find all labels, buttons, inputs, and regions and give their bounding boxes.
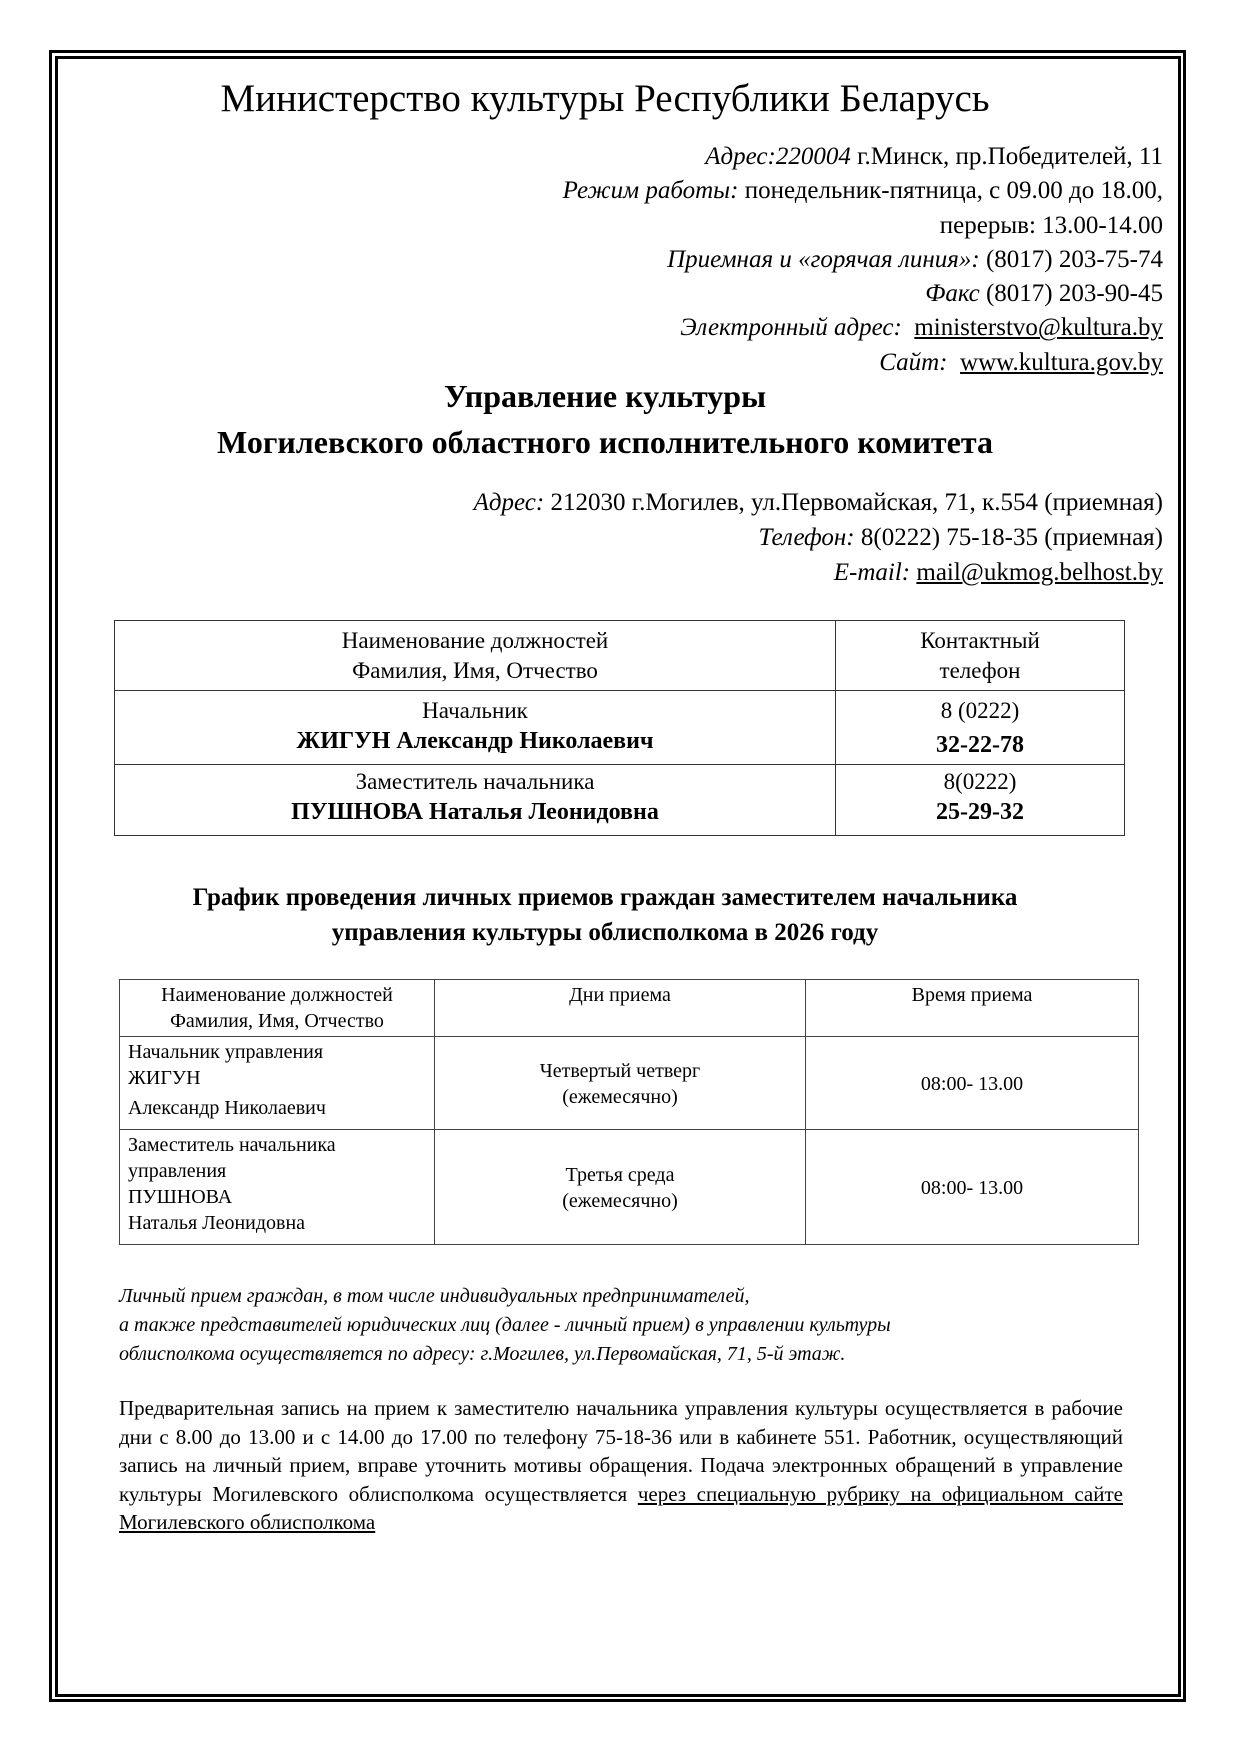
schedule-table-header [120,980,1139,1037]
table-row [120,1130,1139,1245]
schedule-header-days: Дни приема [435,980,806,1037]
ministry-address-value: г.Минск, пр.Победителей, 11 [850,143,1163,170]
schedule-header-name [120,980,435,1037]
schedule-person-line: Заместитель начальника [128,1134,336,1156]
schedule-title-line1: График проведения личных приемов граждан заместителем начальника [192,884,1018,911]
schedule-days-cell [435,1037,806,1130]
department-phone-value: 8(0222) 75-18-35 (приемная) [854,524,1163,551]
ministry-address-label: Адрес:220004 [705,143,851,170]
contacts-header-name-line1: Наименование должностей [341,628,609,653]
ministry-break: перерыв: 13.00-14.00 [939,211,1163,239]
reception-note-line: облисполкома осуществляется по адресу: г.Могилев, ул.Первомайская, 71, 5-й этаж. [119,1343,846,1365]
schedule-header-time: Время приема [806,980,1139,1037]
department-address-value: 212030 г.Могилев, ул.Первомайская, 71, к.554 (приемная) [544,489,1163,516]
contact-person-cell [115,691,836,765]
department-address [474,485,1163,520]
schedule-day: Третья среда [565,1164,675,1186]
department-email [474,555,1163,590]
department-phone [474,520,1163,555]
department-title [0,373,1210,465]
ministry-site-label: Сайт: [879,348,948,376]
contacts-header-phone-line2: телефон [939,658,1021,683]
schedule-person-line: ПУШНОВА [128,1186,233,1208]
ministry-hours-label: Режим работы: [562,177,739,205]
table-row [120,1037,1139,1130]
contacts-header-phone-line1: Контактный [920,628,1040,653]
schedule-day: Четвертый четверг [539,1060,701,1082]
schedule-day-frequency: (ежемесячно) [562,1190,678,1212]
department-email-link[interactable]: mail@ukmog.belhost.by [916,559,1163,586]
reception-note-line: Личный прием граждан, в том числе индивидуальных предпринимателей, [119,1285,750,1307]
ministry-email-link[interactable]: ministerstvo@kultura.by [914,314,1163,342]
ministry-hotline [563,243,1163,277]
schedule-day-frequency: (ежемесячно) [562,1086,678,1108]
schedule-person-cell [120,1130,435,1245]
ministry-site-link[interactable]: www.kultura.gov.by [960,348,1163,376]
ministry-email-label: Электронный адрес: [680,314,902,342]
ministry-hours [563,174,1163,208]
schedule-person-line: Наталья Леонидовна [128,1212,306,1234]
ministry-fax [563,277,1163,311]
ministry-email [563,311,1163,345]
department-contact-block [474,485,1163,590]
table-row [115,765,1125,836]
ministry-fax-label: Факс [925,280,980,308]
contacts-header-phone [836,621,1125,691]
contact-phone-cell [836,765,1125,836]
schedule-header-name-line1: Наименование должностей [161,984,393,1006]
department-address-label: Адрес: [473,489,545,516]
ministry-contact-block [563,140,1163,380]
department-phone-label: Телефон: [758,524,855,551]
table-row [115,691,1125,765]
department-title-line1: Управление культуры [443,378,767,414]
contact-phone-code: 8 (0222) [940,698,1020,723]
schedule-person-line: Начальник управления [128,1041,324,1063]
schedule-header-name-line2: Фамилия, Имя, Отчество [170,1010,384,1032]
department-email-label: E-mail: [833,559,911,586]
department-title-line2: Могилевского областного исполнительного комитета [217,424,993,460]
contact-position: Начальник [422,698,528,723]
reception-note-line: а также представителей юридических лиц (далее - личный прием) в управлении культуры [119,1314,891,1336]
schedule-person-line: управления [128,1160,227,1182]
schedule-person-line: ЖИГУН [128,1067,201,1089]
schedule-time-cell: 08:00- 13.00 [806,1037,1139,1130]
contact-person-cell [115,765,836,836]
schedule-days-cell [435,1130,806,1245]
ministry-address [563,140,1163,174]
contacts-header-name-line2: Фамилия, Имя, Отчество [352,658,598,683]
contact-phone-cell [836,691,1125,765]
contact-phone-number: 25-29-32 [936,799,1024,825]
schedule-time-cell: 08:00- 13.00 [806,1130,1139,1245]
ministry-title: Министерство культуры Республики Беларусь [220,77,990,120]
ministry-hotline-value: (8017) 203-75-74 [979,245,1163,273]
ministry-fax-value: (8017) 203-90-45 [979,280,1163,308]
contact-phone-number: 32-22-78 [936,732,1024,758]
contact-phone-code: 8(0222) [943,769,1017,794]
ministry-hours-value: понедельник-пятница, с 09.00 до 18.00, [738,177,1163,205]
appointment-info-paragraph [119,1394,1123,1537]
contact-name: ПУШНОВА Наталья Леонидовна [291,799,659,825]
official-site-link[interactable]: через специальную рубрику на официальном сайте Могилевского облисполкома [119,1481,1123,1535]
schedule-person-line: Александр Николаевич [128,1097,326,1119]
contacts-table [114,620,1125,836]
schedule-title [0,880,1210,950]
reception-note [119,1282,1139,1369]
contact-position: Заместитель начальника [355,769,595,794]
appointment-info-text: Предварительная запись на прием к заместителю начальника управления культуры осуществляется в рабочие дни с 8.00 до 13.00 и с 14.00 до 17.00 по телефону 75-18-36 или в кабинете 551. Работник, осуществляющий запись на личный прием, вправе уточнить мотивы обращения. Подача электронных обращений в управление культуры Могилевского облисполкома осуществляется [119,1396,1123,1506]
contacts-table-header [115,621,1125,691]
ministry-hotline-label: Приемная и «горячая линия»: [667,245,980,273]
schedule-table [119,979,1139,1245]
contact-name: ЖИГУН Александр Николаевич [296,728,654,754]
schedule-title-line2: управления культуры облисполкома в 2026 году [331,919,879,946]
contacts-header-name [115,621,836,691]
schedule-person-cell [120,1037,435,1130]
